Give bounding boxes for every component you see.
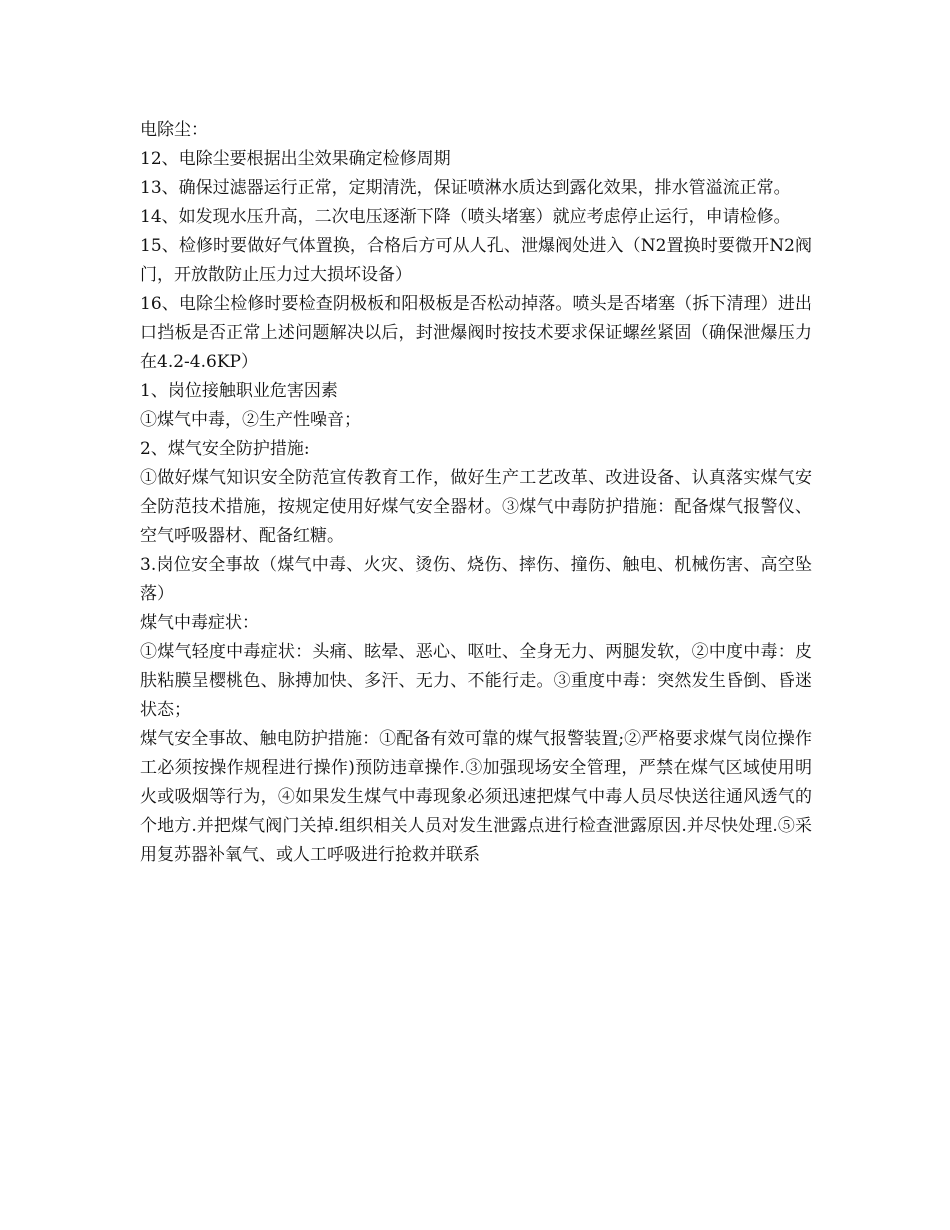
gas-poisoning-symptoms-text: ①煤气轻度中毒症状：头痛、眩晕、恶心、呕吐、全身无力、两腿发软，②中度中毒：皮肤粘膜呈樱桃色、脉搏加快、多汗、无力、不能行走。③重度中毒：突然发生昏倒、昏迷状态； xyxy=(140,642,812,720)
heading-occupational-hazards: 1、岗位接触职业危害因素 xyxy=(140,381,338,401)
item-14: 14、如发现水压升高，二次电压逐渐下降（喷头堵塞）就应考虑停止运行，申请检修。 xyxy=(140,207,791,227)
heading-gas-poisoning-symptoms: 煤气中毒症状： xyxy=(140,613,259,633)
heading-post-safety-accidents: 3.岗位安全事故（煤气中毒、火灾、烫伤、烧伤、摔伤、撞伤、触电、机械伤害、高空坠落） xyxy=(140,555,812,604)
heading-gas-safety-measures: 2、煤气安全防护措施: xyxy=(140,439,310,459)
accident-protection-measures-text: 煤气安全事故、触电防护措施：①配备有效可靠的煤气报警装置;②严格要求煤气岗位操作工必须按操作规程进行操作)预防违章操作.③加强现场安全管理，严禁在煤气区域使用明火或吸烟等行为，④如果发生煤气中毒现象必须迅速把煤气中毒人员尽快送往通风透气的个地方.并把煤气阀门关掉.组织相关人员对发生泄露点进行检查泄露原因.并尽快处理.⑤采用复苏器补氧气、或人工呼吸进行抢救并联系 xyxy=(140,729,812,865)
item-15: 15、检修时要做好气体置换，合格后方可从人孔、泄爆阀处进入（N2置换时要微开N2阀门，开放散防止压力过大损坏设备） xyxy=(140,236,812,285)
item-12: 12、电除尘要根据出尘效果确定检修周期 xyxy=(140,149,451,169)
item-16: 16、电除尘检修时要检查阴极板和阳极板是否松动掉落。喷头是否堵塞（拆下清理）进出口挡板是否正常上述问题解决以后，封泄爆阀时按技术要求保证螺丝紧固（确保泄爆压力在4.2-4.6KP） xyxy=(140,294,812,372)
item-13: 13、确保过滤器运行正常，定期清洗，保证喷淋水质达到露化效果，排水管溢流正常。 xyxy=(140,178,791,198)
section-heading-electrostatic-precipitator: 电除尘： xyxy=(140,120,208,140)
hazards-list: ①煤气中毒，②生产性噪音； xyxy=(140,410,361,430)
gas-safety-measures-text: ①做好煤气知识安全防范宣传教育工作，做好生产工艺改革、改进设备、认真落实煤气安全防范技术措施，按规定使用好煤气安全器材。③煤气中毒防护措施：配备煤气报警仪、空气呼吸器材、配备红糖。 xyxy=(140,468,812,546)
